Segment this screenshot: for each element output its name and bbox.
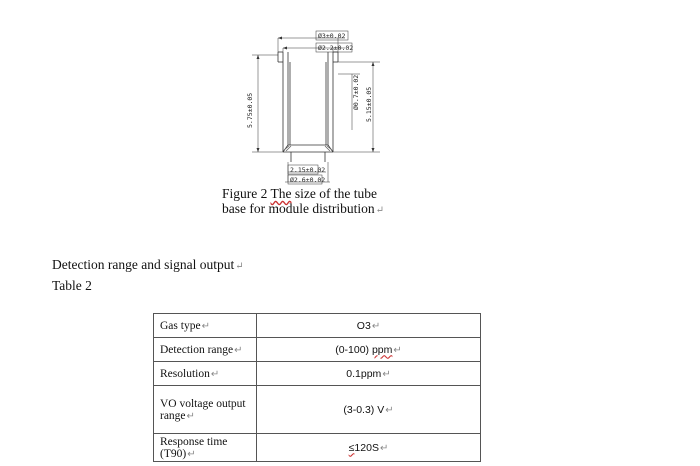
section-heading-text: Detection range and signal output [52,257,235,272]
table-param-cell [154,338,257,362]
paragraph-mark: ↵ [186,410,195,422]
value-text: (3-0.3) V [343,403,385,416]
caption-text-1a: Figure 2 [222,186,271,201]
dim-top-outer: Ø3±0.02 [318,32,346,40]
paragraph-mark: ↵ [382,368,391,380]
table-param-cell [154,362,257,386]
table-value-cell [257,362,481,386]
param-text: Detection range [160,343,234,356]
paragraph-mark: ↵ [235,261,244,272]
param-text: VO voltage output range [160,397,246,422]
paragraph-mark: ↵ [201,320,210,332]
paragraph-mark: ↵ [210,368,220,380]
dim-right-inner: Ø0.7±0.02 [352,74,360,110]
caption-line-1 [222,186,384,201]
param-text: Resolution [160,367,210,380]
param-text: Gas type [160,319,201,332]
dim-bottom-inner: 2.15±0.02 [290,166,326,174]
table-param-cell [154,314,257,338]
paragraph-mark: ↵ [187,448,196,460]
paragraph-mark: ↵ [234,344,243,356]
caption-text-2: base for module distribution [222,201,375,216]
table-value-cell [257,434,481,462]
dim-right-height: 5.15±0.05 [365,86,373,122]
tube-base-drawing [0,0,700,185]
table-value-cell [257,338,481,362]
table-row [154,338,481,362]
paragraph-mark: ↵ [393,344,402,356]
table-value-cell [257,314,481,338]
table-row [154,434,481,462]
value-text-wavy: ppm [371,343,393,356]
caption-text-1c: size of the tube [291,186,377,201]
table-label: Table 2 [52,278,92,293]
table-param-cell [154,434,257,462]
caption-text-1b: The [270,186,292,201]
table-row [154,362,481,386]
value-text-wavy: ≤ [348,441,355,454]
value-text-prefix: (0-100) [335,343,372,356]
dim-top-inner: Ø2.2±0.02 [318,44,354,52]
paragraph-mark: ↵ [385,404,394,416]
table-value-cell [257,386,481,434]
value-text: O3 [356,319,371,332]
value-text-suffix: 120S [354,441,379,454]
caption-line-2 [222,201,384,218]
paragraph-mark: ↵ [375,205,384,216]
specification-table [153,313,481,462]
table-param-cell [154,386,257,434]
figure-caption [222,186,384,218]
paragraph-mark: ↵ [379,442,389,454]
table-row [154,386,481,434]
table-row [154,314,481,338]
paragraph-mark: ↵ [371,320,381,332]
section-heading [52,257,244,273]
param-text: Response time (T90) [160,435,228,460]
value-text: 0.1ppm [346,367,382,380]
dim-left-height: 5.75±0.05 [246,92,254,128]
dim-bottom-outer: Ø2.6±0.02 [290,176,326,184]
